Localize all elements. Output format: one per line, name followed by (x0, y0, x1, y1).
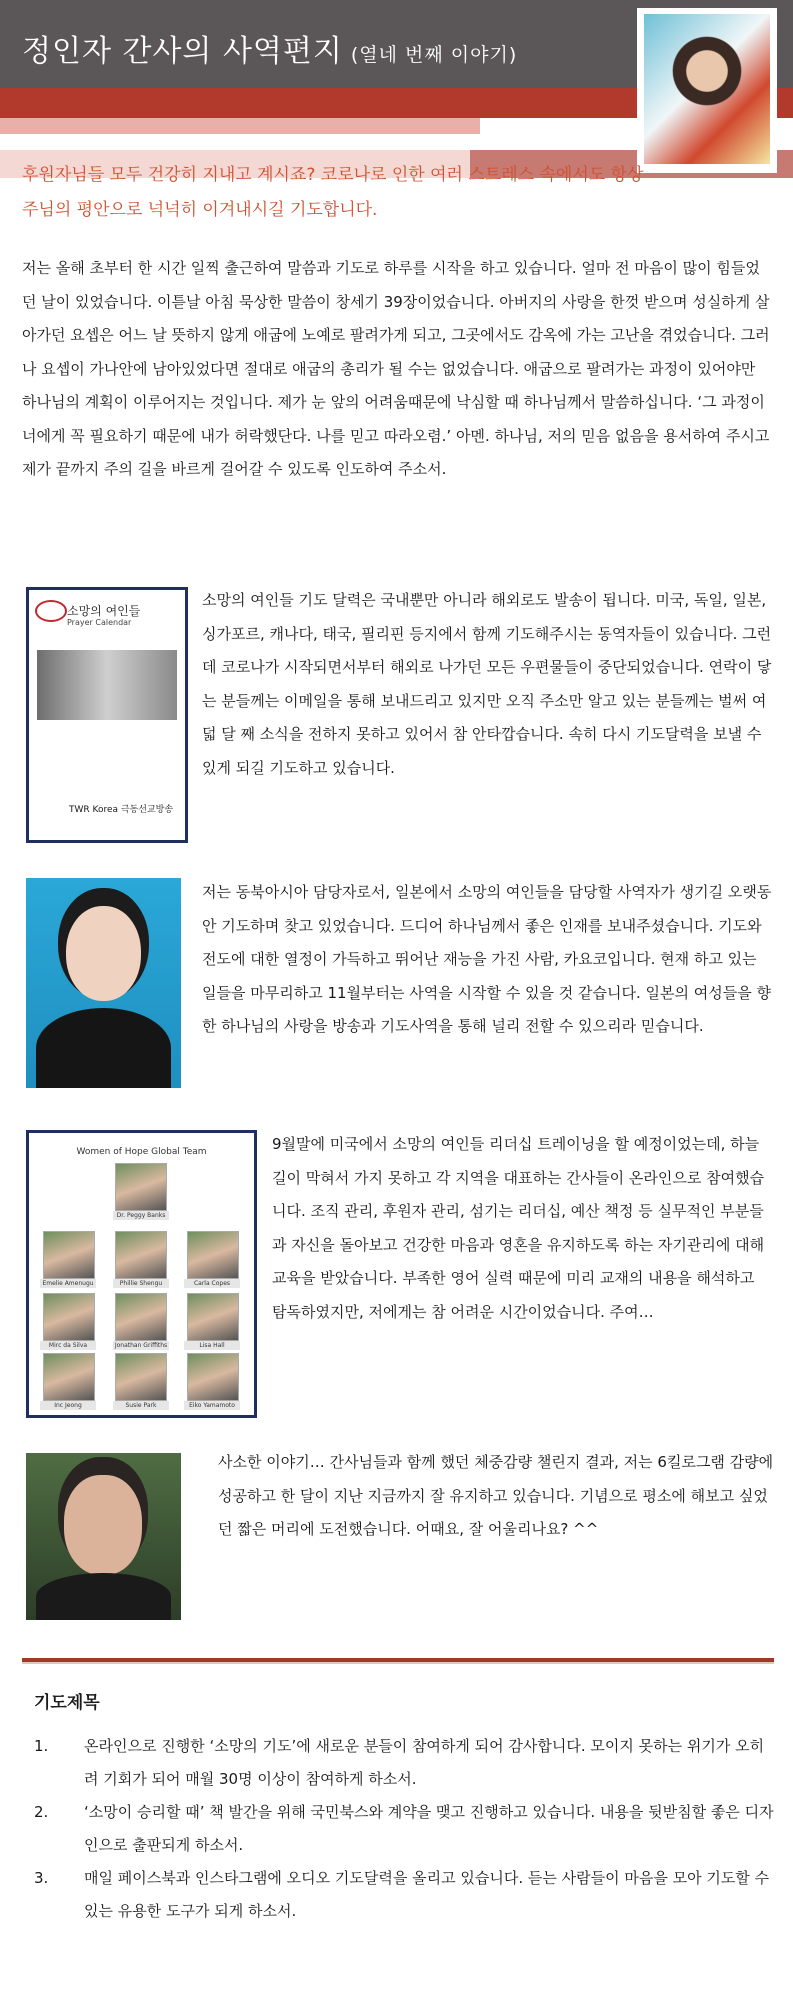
author-short-hair-photo (26, 1453, 181, 1620)
header-stripe-light (0, 118, 480, 134)
prayer-item (34, 1862, 774, 1928)
team-member-photo (43, 1231, 95, 1279)
team-member-name: Phillie Shengu (113, 1279, 169, 1288)
team-member-photo (43, 1353, 95, 1401)
team-member-name: Mirc da Silva (40, 1341, 96, 1350)
team-member-photo (115, 1353, 167, 1401)
author-body (36, 1573, 171, 1620)
prayer-heading: 기도제목 (34, 1693, 100, 1713)
page-title (22, 26, 517, 70)
team-member-photo (187, 1293, 239, 1341)
team-member-name: Lisa Hall (184, 1341, 240, 1350)
calendar-footer: TWR Korea 극동선교방송 (69, 805, 174, 815)
calendar-title: 소망의 여인들 (67, 604, 141, 618)
intro-paragraph: 저는 올해 초부터 한 시간 일찍 출근하여 말씀과 기도로 하루를 시작을 하고 있습니다. 얼마 전 마음이 많이 힘들었던 날이 있었습니다. 이튿날 아침 묵상한 말씀이 창세기 39장이었습니다. 아버지의 사랑을 한껏 받으며 성실하게 살아가던 요셉은 어느 날 뜻하지 않게 애굽에 노예로 팔려가게 되고, 그곳에서도 감옥에 가는 고난을 겪었습니다. 그러나 요셉이 가나안에 남아있었다면 절대로 애굽의 총리가 될 수는 없었습니다. 애굽으로 팔려가는 과정이 있어야만 하나님의 계획이 이루어지는 것입니다. 제가 눈 앞의 어려움때문에 낙심할 때 하나님께서 말씀하십니다. ‘그 과정이 너에게 꼭 필요하기 때문에 내가 허락했단다. 나를 믿고 따라오렴.’ 아멘. 하나님, 저의 믿음 없음을 용서하여 주시고 제가 끝까지 주의 길을 바르게 걸어갈 수 있도록 인도하여 주소서. (22, 259, 770, 478)
prayer-text: ‘소망이 승리할 때’ 책 발간을 위해 국민북스와 계약을 맺고 진행하고 있습니다. 내용을 뒷받침할 좋은 디자인으로 출판되게 하소서. (84, 1803, 774, 1854)
team-member-name: Jonathan Griffiths (114, 1342, 168, 1349)
prayer-calendar-image (26, 587, 188, 843)
author-face (64, 1475, 142, 1575)
prayer-text: 온라인으로 진행한 ‘소망의 기도’에 새로운 분들이 참여하게 되어 감사합니다. 모이지 못하는 위기가 오히려 기회가 되어 매월 30명 이상이 참여하게 하소서. (84, 1737, 765, 1788)
global-team-image (26, 1130, 257, 1418)
prayer-item (34, 1730, 774, 1796)
prayer-number: 2. (34, 1803, 49, 1821)
greeting-text: 후원자님들 모두 건강히 지내고 계시죠? 코로나로 인한 여러 스트레스 속에서도 항상 주님의 평안으로 넉넉히 이겨내시길 기도합니다. (22, 165, 644, 220)
team-member-name: Inc Jeong (40, 1401, 96, 1410)
women-of-hope-logo (35, 600, 67, 622)
prayer-number: 1. (34, 1737, 49, 1755)
team-member-name: Carla Copes (184, 1279, 240, 1288)
prayer-list (34, 1730, 774, 1928)
kayoko-photo (26, 878, 181, 1088)
team-member-photo (187, 1353, 239, 1401)
title-subtitle: (열네 번째 이야기) (350, 44, 518, 66)
calendar-subtitle: Prayer Calendar (67, 618, 132, 627)
team-member-photo (187, 1231, 239, 1279)
personal-story-paragraph: 사소한 이야기… 간사님들과 함께 했던 체중감량 챌린지 결과, 저는 6킬로그램 감량에 성공하고 한 달이 지난 지금까지 잘 유지하고 있습니다. 기념으로 평소에 해보고 싶었던 짧은 머리에 도전했습니다. 어때요, 잘 어울리나요? ^^ (218, 1453, 774, 1538)
prayer-text: 매일 페이스북과 인스타그램에 오디오 기도달력을 올리고 있습니다. 듣는 사람들이 마음을 모아 기도할 수 있는 유용한 도구가 되게 하소서. (84, 1869, 770, 1920)
team-title: Women of Hope Global Team (76, 1147, 207, 1157)
title-text: 정인자 간사의 사역편지 (22, 34, 343, 69)
team-member-photo (115, 1293, 167, 1341)
section-divider-shadow (22, 1662, 774, 1664)
training-paragraph: 9월말에 미국에서 소망의 여인들 리더십 트레이닝을 할 예정이었는데, 하늘길이 막혀서 가지 못하고 각 지역을 대표하는 간사들이 온라인으로 참여했습니다. 조직 관리, 후원자 관리, 섬기는 리더십, 예산 책정 등 실무적인 부분들과 자신을 돌아보고 건강한 마음과 영혼을 유지하도록 하는 자기관리에 대해 교육을 받았습니다. 부족한 영어 실력 때문에 미리 교재의 내용을 해석하고 탐독하였지만, 저에게는 참 어려운 시간이었습니다. 주여… (272, 1135, 765, 1321)
team-member-photo (115, 1231, 167, 1279)
prayer-number: 3. (34, 1869, 49, 1887)
author-portrait (644, 14, 770, 164)
kayoko-body (36, 1008, 171, 1088)
team-member-photo (115, 1163, 167, 1211)
calendar-photo (37, 650, 177, 720)
calendar-paragraph: 소망의 여인들 기도 달력은 국내뿐만 아니라 해외로도 발송이 됩니다. 미국, 독일, 일본, 싱가포르, 캐나다, 태국, 필리핀 등지에서 함께 기도해주시는 동역자들이 있습니다. 그런데 코로나가 시작되면서부터 해외로 나가던 모든 우편물들이 중단되었습니다. 연락이 닿는 분들께는 이메일을 통해 보내드리고 있지만 오직 주소만 알고 있는 분들께는 벌써 여덟 달 째 소식을 전하지 못하고 있어서 참 안타깝습니다. 속히 다시 기도달력을 보낼 수 있게 되길 기도하고 있습니다. (202, 591, 772, 777)
japan-paragraph: 저는 동북아시아 담당자로서, 일본에서 소망의 여인들을 담당할 사역자가 생기길 오랫동안 기도하며 찾고 있었습니다. 드디어 하나님께서 좋은 인재를 보내주셨습니다. 기도와 전도에 대한 열정이 가득하고 뛰어난 재능을 가진 사람, 카요코입니다. 현재 하고 있는 일들을 마무리하고 11월부터는 사역을 시작할 수 있을 것 같습니다. 일본의 여성들을 향한 하나님의 사랑을 방송과 기도사역을 통해 널리 전할 수 있으리라 믿습니다. (202, 883, 772, 1035)
team-member-name: Eiko Yamamoto (184, 1401, 240, 1410)
team-member-photo (43, 1293, 95, 1341)
team-member-name: Susie Park (113, 1401, 169, 1410)
team-member-name: Dr. Peggy Banks (113, 1211, 169, 1220)
team-member-name: Emelie Amenugu (40, 1279, 96, 1288)
kayoko-face (66, 906, 141, 1001)
prayer-item (34, 1796, 774, 1862)
